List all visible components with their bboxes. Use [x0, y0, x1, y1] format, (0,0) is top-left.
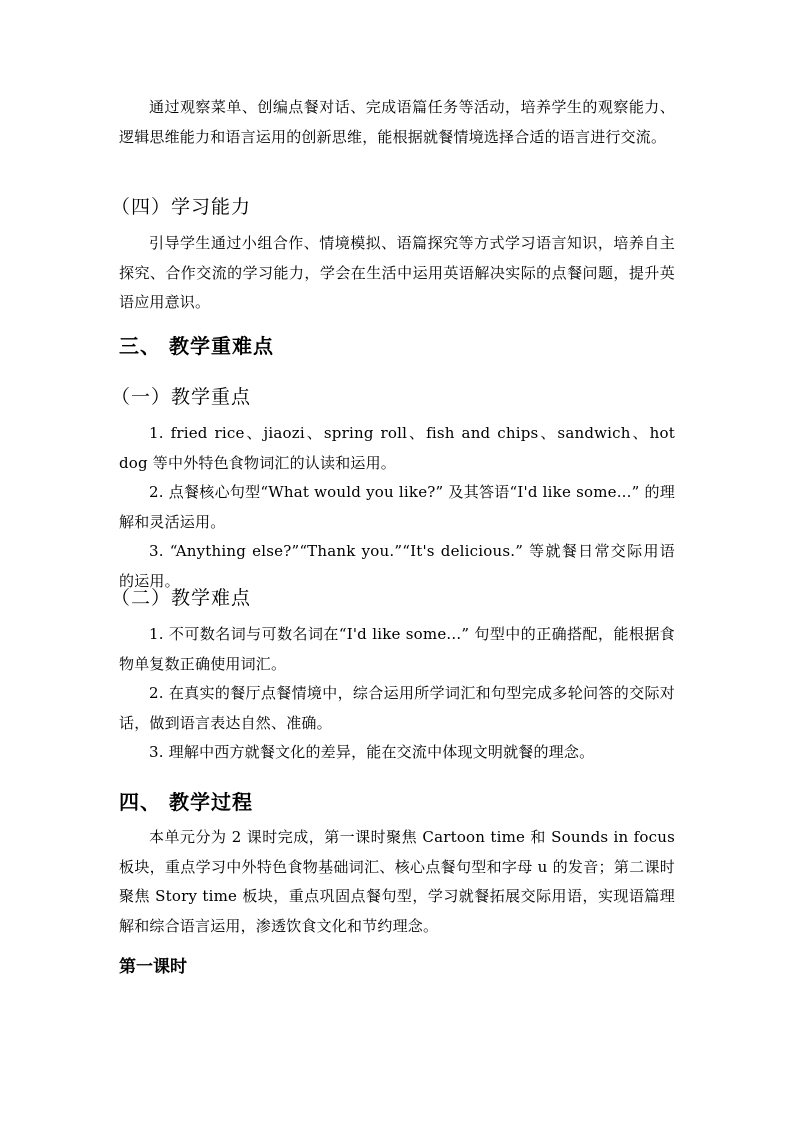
- heading-section-3: 三、 教学重难点: [119, 334, 274, 358]
- difficulty-1: 1. 不可数名词与可数名词在“I'd like some...” 句型中的正确搭配，能根据食物单复数正确使用词汇。: [119, 625, 675, 673]
- difficulty-2: 2. 在真实的餐厅点餐情境中，综合运用所学词汇和句型完成多轮问答的交际对话，做到语言表达自然、准确。: [119, 684, 675, 732]
- learning-ability-paragraph: 引导学生通过小组合作、情境模拟、语篇探究等方式学习语言知识，培养自主探究、合作交流的学习能力，学会在生活中运用英语解决实际的点餐问题，提升英语应用意识。: [119, 234, 675, 311]
- heading-section-4: 四、 教学过程: [119, 790, 253, 814]
- heading-key-points: （一）教学重点: [111, 386, 252, 408]
- key-point-1: 1. fried rice、jiaozi、spring roll、fish and chips、sandwich、hot dog 等中外特色食物词汇的认读和运用。: [119, 424, 675, 472]
- heading-difficulties: （二）教学难点: [111, 587, 252, 609]
- key-point-3: 3. “Anything else?”“Thank you.”“It's delicious.” 等就餐日常交际用语的运用。: [119, 542, 675, 590]
- difficulty-3: 3. 理解中西方就餐文化的差异，能在交流中体现文明就餐的理念。: [149, 743, 595, 761]
- heading-learning-ability: （四）学习能力: [111, 196, 252, 218]
- intro-paragraph: 通过观察菜单、创编点餐对话、完成语篇任务等活动，培养学生的观察能力、逻辑思维能力和语言运用的创新思维，能根据就餐情境选择合适的语言进行交流。: [119, 98, 675, 146]
- heading-lesson-1: 第一课时: [119, 957, 187, 977]
- process-paragraph: 本单元分为 2 课时完成，第一课时聚焦 Cartoon time 和 Sounds in focus 板块，重点学习中外特色食物基础词汇、核心点餐句型和字母 u 的发音；第二课时聚焦 Story time 板块，重点巩固点餐句型，学习就餐拓展交际用语，实现语篇理解和综合语言运用，渗透饮食文化和节约理念。: [119, 828, 675, 935]
- key-point-2: 2. 点餐核心句型“What would you like?” 及其答语“I'd like some...” 的理解和灵活运用。: [119, 483, 675, 531]
